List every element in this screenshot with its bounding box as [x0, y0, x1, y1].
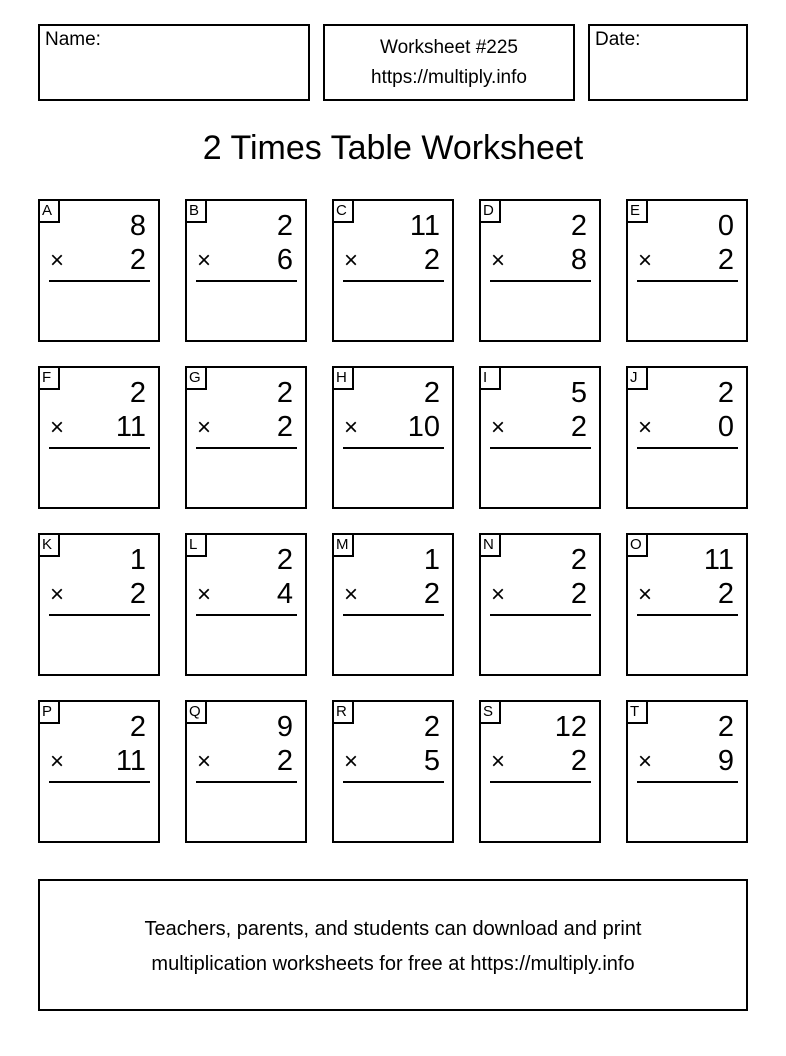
multiplier: 10	[407, 411, 440, 443]
problem-letter: L	[185, 533, 207, 557]
problem-card[interactable]	[332, 199, 454, 342]
multiplicand: 2	[129, 711, 146, 743]
times-sign: ×	[344, 247, 359, 274]
multiplicand: 2	[423, 377, 440, 409]
problem-letter: G	[185, 366, 207, 390]
times-sign: ×	[638, 581, 653, 608]
multiplicand: 11	[703, 544, 734, 576]
answer-line	[637, 447, 738, 449]
worksheet-info-box	[323, 24, 575, 101]
problem-letter: O	[626, 533, 648, 557]
problem-letter: P	[38, 700, 60, 724]
multiplicand: 11	[409, 210, 440, 242]
multiplicand: 2	[276, 377, 293, 409]
problem-card[interactable]	[479, 700, 601, 843]
times-sign: ×	[50, 414, 65, 441]
problem-letter: M	[332, 533, 354, 557]
multiplier: 5	[423, 745, 440, 777]
multiplier: 4	[276, 578, 293, 610]
problem-card[interactable]	[185, 700, 307, 843]
answer-line	[343, 781, 444, 783]
times-sign: ×	[491, 247, 506, 274]
problem-letter: R	[332, 700, 354, 724]
times-sign: ×	[344, 414, 359, 441]
times-sign: ×	[491, 581, 506, 608]
multiplicand: 2	[129, 377, 146, 409]
footer-note	[38, 879, 748, 1011]
multiplicand: 2	[717, 377, 734, 409]
problem-card[interactable]	[332, 533, 454, 676]
answer-line	[343, 614, 444, 616]
answer-line	[637, 280, 738, 282]
multiplier: 2	[276, 745, 293, 777]
multiplier: 11	[115, 745, 146, 777]
problem-letter: K	[38, 533, 60, 557]
multiplier: 11	[115, 411, 146, 443]
answer-line	[196, 614, 297, 616]
answer-line	[49, 447, 150, 449]
times-sign: ×	[197, 581, 212, 608]
problem-card[interactable]	[38, 199, 160, 342]
problem-letter: D	[479, 199, 501, 223]
problem-card[interactable]	[479, 366, 601, 509]
multiplicand: 1	[129, 544, 146, 576]
multiplicand: 2	[423, 711, 440, 743]
times-sign: ×	[50, 581, 65, 608]
multiplier: 8	[570, 244, 587, 276]
answer-line	[490, 280, 591, 282]
footer-line-1: Teachers, parents, and students can download and print	[144, 918, 642, 940]
times-sign: ×	[491, 748, 506, 775]
multiplier: 2	[276, 411, 293, 443]
multiplicand: 9	[276, 711, 293, 743]
multiplicand: 8	[129, 210, 146, 242]
multiplier: 2	[129, 244, 146, 276]
problem-card[interactable]	[626, 700, 748, 843]
name-label: Name:	[45, 29, 101, 50]
date-label: Date:	[595, 29, 641, 50]
answer-line	[196, 280, 297, 282]
answer-line	[343, 280, 444, 282]
multiplier: 2	[570, 745, 587, 777]
multiplicand: 0	[717, 210, 734, 242]
problem-card[interactable]	[38, 700, 160, 843]
worksheet-number: Worksheet #225	[379, 37, 518, 58]
problem-letter: T	[626, 700, 648, 724]
answer-line	[49, 614, 150, 616]
answer-line	[637, 614, 738, 616]
problem-card[interactable]	[185, 366, 307, 509]
times-sign: ×	[197, 247, 212, 274]
times-sign: ×	[638, 748, 653, 775]
problem-card[interactable]	[626, 366, 748, 509]
answer-line	[49, 280, 150, 282]
multiplier: 2	[423, 244, 440, 276]
problem-letter: B	[185, 199, 207, 223]
problem-card[interactable]	[626, 199, 748, 342]
answer-line	[637, 781, 738, 783]
times-sign: ×	[50, 247, 65, 274]
problem-letter: N	[479, 533, 501, 557]
times-sign: ×	[344, 748, 359, 775]
problem-letter: S	[479, 700, 501, 724]
multiplier: 2	[423, 578, 440, 610]
answer-line	[196, 781, 297, 783]
problem-card[interactable]	[185, 199, 307, 342]
multiplicand: 2	[276, 210, 293, 242]
times-sign: ×	[638, 414, 653, 441]
problem-letter: H	[332, 366, 354, 390]
problem-letter: E	[626, 199, 648, 223]
problem-letter: Q	[185, 700, 207, 724]
problem-grid	[38, 199, 748, 843]
times-sign: ×	[344, 581, 359, 608]
multiplicand: 5	[570, 377, 587, 409]
problem-card[interactable]	[479, 533, 601, 676]
problem-card[interactable]	[332, 366, 454, 509]
name-box[interactable]	[38, 24, 310, 101]
problem-card[interactable]	[38, 533, 160, 676]
multiplicand: 1	[423, 544, 440, 576]
answer-line	[343, 447, 444, 449]
times-sign: ×	[491, 414, 506, 441]
multiplicand: 2	[570, 210, 587, 242]
problem-card[interactable]	[626, 533, 748, 676]
multiplicand: 2	[717, 711, 734, 743]
problem-card[interactable]	[479, 199, 601, 342]
footer-line-2: multiplication worksheets for free at https://multiply.info	[151, 953, 635, 975]
times-sign: ×	[638, 247, 653, 274]
answer-line	[49, 781, 150, 783]
multiplier: 2	[129, 578, 146, 610]
problem-card[interactable]	[38, 366, 160, 509]
multiplicand: 2	[570, 544, 587, 576]
multiplier: 2	[717, 578, 734, 610]
date-box[interactable]	[588, 24, 748, 101]
problem-letter: F	[38, 366, 60, 390]
answer-line	[490, 781, 591, 783]
multiplier: 2	[717, 244, 734, 276]
answer-line	[490, 614, 591, 616]
problem-letter: J	[626, 366, 648, 390]
times-sign: ×	[197, 748, 212, 775]
answer-line	[196, 447, 297, 449]
multiplier: 0	[717, 411, 734, 443]
multiplier: 2	[570, 411, 587, 443]
multiplier: 9	[717, 745, 734, 777]
times-sign: ×	[50, 748, 65, 775]
problem-card[interactable]	[332, 700, 454, 843]
page-title: 2 Times Table Worksheet	[202, 129, 584, 167]
multiplicand: 12	[554, 711, 587, 743]
multiplier: 2	[570, 578, 587, 610]
multiplier: 6	[276, 244, 293, 276]
problem-letter: A	[38, 199, 60, 223]
answer-line	[490, 447, 591, 449]
worksheet-url[interactable]: https://multiply.info	[371, 67, 527, 88]
multiplicand: 2	[276, 544, 293, 576]
problem-letter: I	[479, 366, 501, 390]
problem-card[interactable]	[185, 533, 307, 676]
problem-letter: C	[332, 199, 354, 223]
times-sign: ×	[197, 414, 212, 441]
